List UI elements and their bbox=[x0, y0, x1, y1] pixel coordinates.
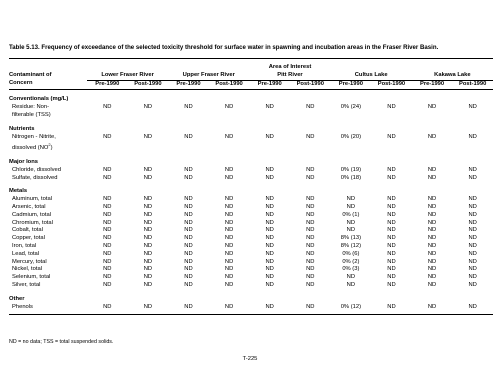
contaminant-name-line1: Phenols bbox=[12, 303, 33, 310]
table-cell: ND bbox=[103, 282, 112, 289]
table-cell: ND bbox=[346, 196, 356, 203]
contaminant-name bbox=[9, 196, 87, 204]
table-cell: ND bbox=[265, 258, 274, 265]
area-header-row bbox=[9, 64, 493, 72]
table-cell: ND bbox=[184, 235, 193, 242]
page-number: T-225 bbox=[242, 356, 258, 362]
table-cell: ND bbox=[265, 274, 274, 281]
table-cell: ND bbox=[184, 133, 193, 140]
table-cell: ND bbox=[265, 104, 274, 111]
table-cell: ND bbox=[143, 174, 153, 181]
contaminant-name-line1: Mercury, total bbox=[12, 258, 47, 265]
table-cell: ND bbox=[103, 204, 112, 211]
contaminant-name bbox=[9, 304, 87, 312]
table-row bbox=[9, 134, 493, 154]
table-cell: ND bbox=[143, 196, 153, 203]
period-label: Pre-1990 bbox=[331, 80, 372, 90]
table-cell: ND bbox=[427, 174, 437, 181]
contaminant-name-line1: Nickel, total bbox=[12, 266, 42, 273]
contaminant-name-line1: Residue: Non- bbox=[12, 104, 50, 111]
contaminant-name bbox=[9, 167, 87, 175]
table-cell: ND bbox=[387, 303, 396, 310]
table-cell: ND bbox=[143, 266, 153, 273]
table-cell: ND bbox=[224, 204, 234, 211]
table-cell: ND bbox=[468, 204, 477, 211]
table-cell: ND bbox=[265, 266, 274, 273]
table-cell: ND bbox=[143, 258, 153, 265]
table-cell: ND bbox=[427, 243, 437, 250]
table-cell: ND bbox=[184, 104, 193, 111]
table-cell: ND bbox=[224, 174, 234, 181]
table-cell: ND bbox=[427, 235, 437, 242]
table-cell: ND bbox=[184, 166, 193, 173]
table-cell: ND bbox=[306, 227, 315, 234]
area-name: Upper Fraser River bbox=[168, 72, 249, 80]
table-cell: ND bbox=[387, 174, 396, 181]
table-cell: ND bbox=[265, 211, 274, 218]
table-row bbox=[9, 227, 493, 235]
table-cell: ND bbox=[346, 227, 356, 234]
contaminant-name bbox=[9, 212, 87, 220]
table-cell: ND bbox=[387, 166, 396, 173]
table-cell: 8% (13) bbox=[340, 235, 362, 242]
table-cell: ND bbox=[184, 219, 193, 226]
table-cell: ND bbox=[427, 166, 437, 173]
table-cell: ND bbox=[468, 303, 477, 310]
contaminant-name-line1: Cobalt, total bbox=[12, 227, 43, 234]
table-cell: ND bbox=[468, 219, 477, 226]
table-cell: ND bbox=[224, 133, 234, 140]
table-cell: ND bbox=[468, 250, 477, 257]
table-row bbox=[9, 266, 493, 274]
table-cell: 0% (6) bbox=[342, 250, 360, 257]
table-cell: ND bbox=[184, 303, 193, 310]
table-cell: ND bbox=[224, 166, 234, 173]
contaminant-name-line1: Aluminum, total bbox=[12, 196, 52, 203]
table-cell: ND bbox=[427, 303, 437, 310]
table-cell: ND bbox=[468, 266, 477, 273]
table-cell: ND bbox=[468, 196, 477, 203]
table-cell: ND bbox=[224, 219, 234, 226]
table-cell: ND bbox=[103, 227, 112, 234]
table-cell: ND bbox=[265, 174, 274, 181]
contaminant-name bbox=[9, 204, 87, 212]
period-label: Pre-1990 bbox=[168, 80, 209, 90]
table-cell: ND bbox=[306, 266, 315, 273]
area-name: Cultus Lake bbox=[331, 72, 412, 80]
contaminant-name-line1: Nitrogen - Nitrite, bbox=[12, 133, 56, 140]
period-label: Pre-1990 bbox=[412, 80, 453, 90]
table-cell: ND bbox=[224, 274, 234, 281]
period-label: Pre-1990 bbox=[249, 80, 290, 90]
table-cell: ND bbox=[103, 303, 112, 310]
table-cell: ND bbox=[306, 303, 315, 310]
table-cell: ND bbox=[103, 133, 112, 140]
table-cell: 0% (18) bbox=[340, 174, 362, 181]
table-cell: 0% (24) bbox=[340, 104, 362, 111]
table-cell: ND bbox=[103, 235, 112, 242]
table-cell: ND bbox=[468, 211, 477, 218]
table-cell: ND bbox=[346, 282, 356, 289]
contaminant-name bbox=[9, 227, 87, 235]
table-cell: ND bbox=[306, 104, 315, 111]
table-cell: ND bbox=[184, 266, 193, 273]
table-cell: ND bbox=[143, 227, 153, 234]
table-cell: ND bbox=[103, 104, 112, 111]
table-cell: ND bbox=[427, 133, 437, 140]
table-cell: ND bbox=[306, 204, 315, 211]
table-cell: ND bbox=[306, 133, 315, 140]
table-cell: ND bbox=[103, 174, 112, 181]
table-cell: ND bbox=[143, 282, 153, 289]
table-bottom-rule bbox=[9, 315, 493, 318]
table-cell: ND bbox=[427, 266, 437, 273]
table-cell: ND bbox=[265, 219, 274, 226]
table-cell: ND bbox=[265, 196, 274, 203]
table-cell: ND bbox=[427, 227, 437, 234]
contaminant-name bbox=[9, 220, 87, 228]
table-row bbox=[9, 204, 493, 212]
contaminant-name bbox=[9, 175, 87, 183]
contaminant-name-line1: Chloride, dissolved bbox=[12, 166, 61, 173]
contaminant-name-line1: Arsenic, total bbox=[12, 204, 46, 211]
group-heading-row bbox=[9, 182, 493, 196]
table-cell: ND bbox=[224, 196, 234, 203]
group-title: Nutrients bbox=[9, 125, 35, 132]
table-cell: ND bbox=[265, 166, 274, 173]
table-cell: ND bbox=[265, 204, 274, 211]
table-cell: ND bbox=[427, 219, 437, 226]
table-cell: ND bbox=[306, 282, 315, 289]
table-cell: ND bbox=[306, 219, 315, 226]
table-cell: ND bbox=[265, 250, 274, 257]
table-cell: 0% (1) bbox=[342, 211, 360, 218]
contaminant-name bbox=[9, 243, 87, 251]
table-cell: 0% (19) bbox=[340, 166, 362, 173]
contaminant-name bbox=[9, 274, 87, 282]
table-cell: ND bbox=[184, 196, 193, 203]
area-name: Kakawa Lake bbox=[412, 72, 493, 80]
contaminant-name-line1: Lead, total bbox=[12, 250, 40, 257]
table-cell: ND bbox=[103, 219, 112, 226]
table-cell: ND bbox=[143, 219, 153, 226]
table-row bbox=[9, 196, 493, 204]
period-label: Pre-1990 bbox=[87, 80, 128, 90]
table-cell: ND bbox=[468, 104, 477, 111]
contaminant-label-line1: Contaminant of bbox=[9, 71, 52, 78]
contaminant-name-line1: Cadmium, total bbox=[12, 211, 51, 218]
table-row bbox=[9, 167, 493, 175]
table-cell: ND bbox=[265, 227, 274, 234]
table-cell: ND bbox=[143, 250, 153, 257]
table-cell: ND bbox=[387, 196, 396, 203]
table-cell: ND bbox=[387, 219, 396, 226]
table-cell: ND bbox=[387, 266, 396, 273]
table-cell: ND bbox=[468, 227, 477, 234]
table-cell: ND bbox=[184, 243, 193, 250]
contaminant-name-line1: Copper, total bbox=[12, 235, 45, 242]
table-cell: ND bbox=[468, 174, 477, 181]
period-header-row bbox=[9, 80, 493, 90]
table-cell: ND bbox=[387, 204, 396, 211]
table-cell: ND bbox=[143, 211, 153, 218]
table-cell: ND bbox=[306, 243, 315, 250]
table-cell: ND bbox=[306, 250, 315, 257]
period-label: Post-1990 bbox=[209, 80, 250, 90]
table-cell: ND bbox=[224, 104, 234, 111]
contaminant-name bbox=[9, 282, 87, 290]
table-cell: ND bbox=[224, 266, 234, 273]
table-cell: ND bbox=[184, 250, 193, 257]
table-cell: ND bbox=[224, 303, 234, 310]
period-label: Post-1990 bbox=[371, 80, 412, 90]
table-cell: 0% (20) bbox=[340, 133, 362, 140]
table-cell: ND bbox=[387, 243, 396, 250]
table-cell: ND bbox=[306, 235, 315, 242]
group-heading-row bbox=[9, 153, 493, 167]
table-row bbox=[9, 282, 493, 290]
area-names-row bbox=[9, 72, 493, 80]
table-cell: ND bbox=[387, 282, 396, 289]
table-cell: 0% (12) bbox=[340, 303, 362, 310]
table-cell: ND bbox=[427, 250, 437, 257]
table-cell: ND bbox=[103, 266, 112, 273]
table-row bbox=[9, 104, 493, 120]
table-row bbox=[9, 251, 493, 259]
table-cell: ND bbox=[427, 282, 437, 289]
period-label: Post-1990 bbox=[290, 80, 331, 90]
table-row bbox=[9, 304, 493, 312]
group-title: Metals bbox=[9, 188, 28, 195]
table-cell: ND bbox=[387, 211, 396, 218]
table-body bbox=[9, 59, 493, 318]
table-cell: ND bbox=[387, 133, 396, 140]
contaminant-name-line1: Chromium, total bbox=[12, 219, 53, 226]
group-heading-row bbox=[9, 120, 493, 134]
table-cell: ND bbox=[427, 274, 437, 281]
table-cell: ND bbox=[103, 274, 112, 281]
table-cell: ND bbox=[468, 133, 477, 140]
contaminant-name bbox=[9, 259, 87, 267]
table-cell: ND bbox=[468, 274, 477, 281]
period-label: Post-1990 bbox=[128, 80, 169, 90]
table-cell: ND bbox=[468, 243, 477, 250]
contaminant-name-line2: filterable (TSS) bbox=[12, 111, 51, 118]
table-cell: ND bbox=[143, 104, 153, 111]
contaminant-name bbox=[9, 266, 87, 274]
contaminant-name-line2: dissolved (NO bbox=[12, 145, 49, 152]
exceedance-table bbox=[9, 58, 493, 317]
contaminant-name-line1: Iron, total bbox=[12, 243, 37, 250]
table-cell: ND bbox=[184, 258, 193, 265]
table-cell: ND bbox=[224, 211, 234, 218]
contaminant-name-end: ) bbox=[50, 145, 53, 152]
table-cell: ND bbox=[468, 258, 477, 265]
table-cell: ND bbox=[103, 243, 112, 250]
subscript-value: 2 bbox=[48, 142, 51, 148]
table-row bbox=[9, 220, 493, 228]
table-cell: ND bbox=[103, 250, 112, 257]
group-title: Major Ions bbox=[9, 159, 38, 166]
group-heading-row bbox=[9, 90, 493, 104]
table-cell: ND bbox=[224, 235, 234, 242]
table-cell: 0% (3) bbox=[342, 266, 360, 273]
table-cell: ND bbox=[103, 166, 112, 173]
contaminant-name bbox=[9, 104, 87, 120]
table-cell: ND bbox=[143, 274, 153, 281]
table-cell: ND bbox=[103, 258, 112, 265]
table-cell: ND bbox=[468, 235, 477, 242]
table-cell: ND bbox=[143, 133, 153, 140]
table-cell: ND bbox=[224, 258, 234, 265]
table-cell: ND bbox=[387, 258, 396, 265]
table-row bbox=[9, 212, 493, 220]
table-cell: ND bbox=[143, 166, 153, 173]
table-caption: Table 5.13. Frequency of exceedance of the selected toxicity threshold for surface water in spawning and incubation areas in the Fraser River Basin. bbox=[9, 44, 439, 51]
table-row bbox=[9, 175, 493, 183]
table-cell: ND bbox=[224, 282, 234, 289]
table-cell: ND bbox=[427, 196, 437, 203]
table-cell: ND bbox=[306, 166, 315, 173]
contaminant-name-line1: Selenium, total bbox=[12, 274, 51, 281]
table-cell: ND bbox=[143, 303, 153, 310]
group-heading-row bbox=[9, 290, 493, 304]
group-title: Other bbox=[9, 295, 25, 302]
table-cell: ND bbox=[224, 243, 234, 250]
table-cell: ND bbox=[265, 133, 274, 140]
table-cell: ND bbox=[103, 211, 112, 218]
table-cell: ND bbox=[184, 227, 193, 234]
table-cell: ND bbox=[184, 211, 193, 218]
table-cell: ND bbox=[468, 166, 477, 173]
group-title: Conventionals (mg/L) bbox=[9, 96, 69, 103]
table-cell: ND bbox=[346, 204, 356, 211]
table-row bbox=[9, 243, 493, 251]
table-cell: ND bbox=[265, 235, 274, 242]
table-cell: ND bbox=[387, 235, 396, 242]
area-name: Pitt River bbox=[249, 72, 330, 80]
area-of-interest-label: Area of Interest bbox=[268, 64, 312, 70]
contaminant-name-line1: Silver, total bbox=[12, 282, 41, 289]
contaminant-name bbox=[9, 251, 87, 259]
table-cell: ND bbox=[346, 219, 356, 226]
table-cell: ND bbox=[224, 227, 234, 234]
table-cell: 8% (12) bbox=[340, 243, 362, 250]
area-name: Lower Fraser River bbox=[87, 72, 168, 80]
table-cell: ND bbox=[143, 243, 153, 250]
table-cell: ND bbox=[224, 250, 234, 257]
table-cell: ND bbox=[143, 235, 153, 242]
table-cell: ND bbox=[184, 174, 193, 181]
table-row bbox=[9, 235, 493, 243]
table-cell: ND bbox=[427, 204, 437, 211]
table-cell: 0% (2) bbox=[342, 258, 360, 265]
table-cell: ND bbox=[387, 227, 396, 234]
table-row bbox=[9, 259, 493, 267]
table-cell: ND bbox=[103, 196, 112, 203]
table-cell: ND bbox=[265, 243, 274, 250]
period-label: Post-1990 bbox=[452, 80, 493, 90]
table-cell: ND bbox=[306, 174, 315, 181]
table-row bbox=[9, 274, 493, 282]
table-cell: ND bbox=[387, 250, 396, 257]
table-cell: ND bbox=[143, 204, 153, 211]
table-cell: ND bbox=[387, 104, 396, 111]
table-cell: ND bbox=[468, 282, 477, 289]
table-cell: ND bbox=[387, 274, 396, 281]
table-cell: ND bbox=[184, 274, 193, 281]
table-cell: ND bbox=[427, 104, 437, 111]
table-cell: ND bbox=[306, 196, 315, 203]
table-cell: ND bbox=[346, 274, 356, 281]
table-footnote: ND = no data; TSS = total suspended solids. bbox=[9, 339, 114, 345]
table-cell: ND bbox=[265, 282, 274, 289]
table-cell: ND bbox=[184, 282, 193, 289]
table-cell: ND bbox=[306, 211, 315, 218]
table-cell: ND bbox=[184, 204, 193, 211]
contaminant-name-line1: Sulfate, dissolved bbox=[12, 174, 58, 181]
contaminant-label-line2: Concern bbox=[9, 80, 87, 90]
contaminant-name bbox=[9, 235, 87, 243]
table-cell: ND bbox=[265, 303, 274, 310]
table-cell: ND bbox=[427, 258, 437, 265]
table-cell: ND bbox=[427, 211, 437, 218]
contaminant-name bbox=[9, 134, 87, 154]
table-cell: ND bbox=[306, 274, 315, 281]
table-cell: ND bbox=[306, 258, 315, 265]
